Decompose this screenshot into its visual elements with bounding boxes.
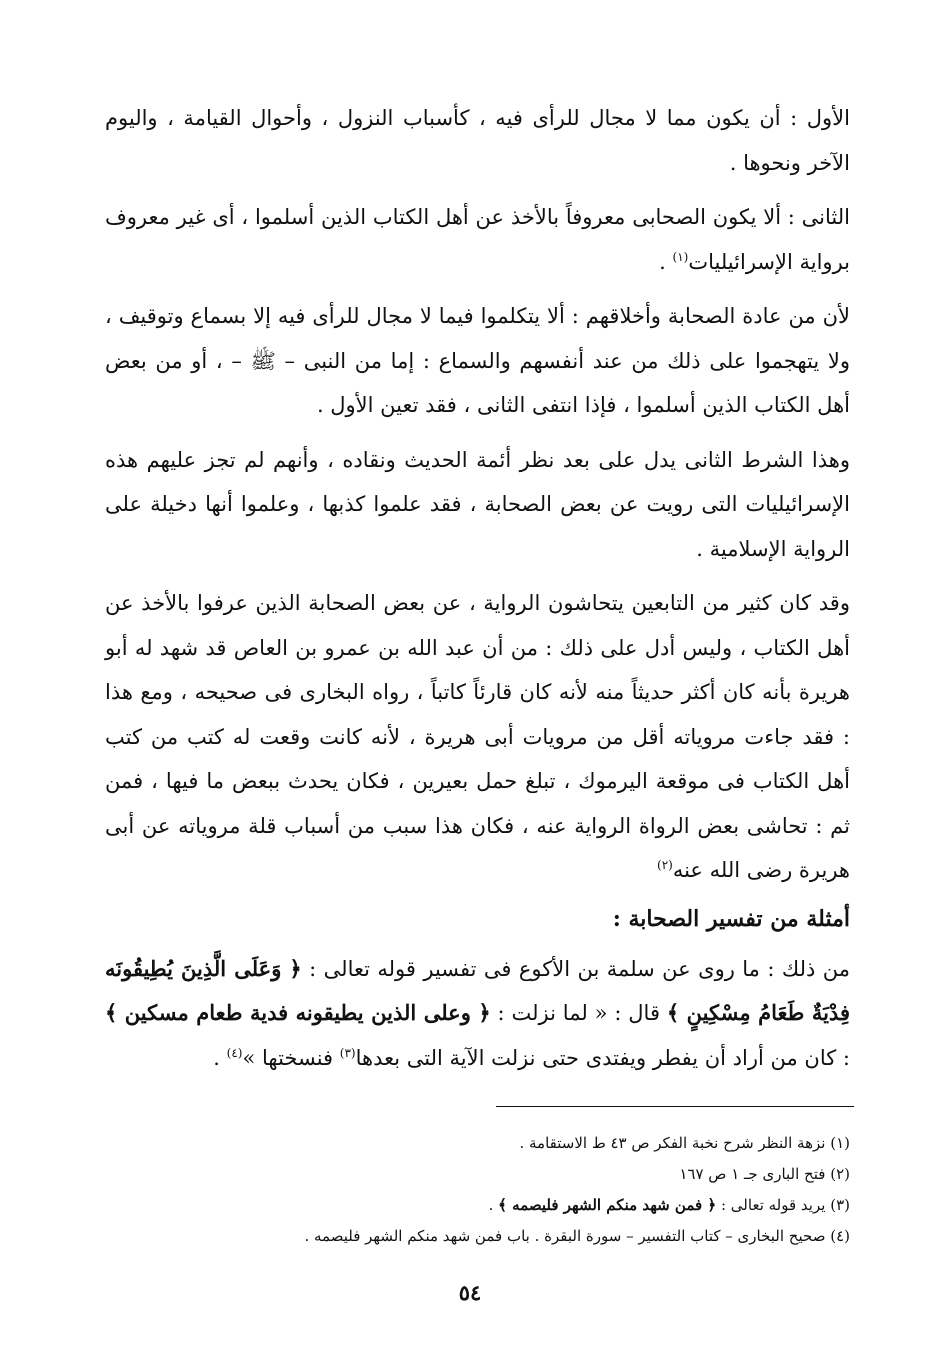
paragraph-end: . xyxy=(659,249,673,274)
footnote-item xyxy=(200,1190,850,1221)
paragraph-text: لأن من عادة الصحابة وأخلاقهم : ألا يتكلموا فيما لا مجال للرأى فيه إلا بسماع وتوقيف ، ولا يتهجموا على ذلك من عند أنفسهم والسماع : إما من النبى – ﷺ – ، أو من بعض أهل الكتاب الذين أسلموا ، فإذا انتفى الثانى ، فقد تعين الأول . xyxy=(105,304,850,417)
section-heading: أمثلة من تفسير الصحابة : xyxy=(612,905,850,932)
page-body xyxy=(105,96,850,1080)
footnote-ref: (٢) xyxy=(657,858,673,872)
paragraph-tabiin xyxy=(105,581,850,893)
footnote-number: (٤) xyxy=(830,1227,850,1245)
paragraph-text: الأول : أن يكون مما لا مجال للرأى فيه ، كأسباب النزول ، وأحوال القيامة ، واليوم الآخر ونحوها . xyxy=(105,106,850,175)
footnote-ref: (١) xyxy=(672,249,689,264)
footnote-item xyxy=(200,1221,850,1252)
quran-verse: ﴿ وعلى الذين يطيقونه فدية طعام مسكين ﴾ xyxy=(105,1000,491,1025)
paragraph-second-condition xyxy=(105,195,850,284)
example-text: من ذلك : ما روى عن سلمة بن الأكوع فى تفسير قوله تعالى : xyxy=(301,956,850,981)
footnote-text: صحيح البخارى – كتاب التفسير – سورة البقرة . باب فمن شهد منكم الشهر فليصمه . xyxy=(304,1227,826,1245)
footnote-ref: (٤) xyxy=(226,1045,243,1060)
footnote-text: . xyxy=(488,1196,499,1214)
footnote-number: (٢) xyxy=(830,1165,850,1183)
footnote-number: (١) xyxy=(830,1134,850,1152)
footnote-divider xyxy=(496,1106,854,1107)
footnote-text: نزهة النظر شرح نخبة الفكر ص ٤٣ ط الاستقامة . xyxy=(519,1134,826,1152)
quran-verse: ﴿ وَعَلَى الَّذِينَ يُطِيقُونَه فِدْيَةٌ طَعَامُ مِسْكِينٍ ﴾ xyxy=(105,955,850,1025)
paragraph-text: وهذا الشرط الثانى يدل على بعد نظر أئمة الحديث ونقاده ، وأنهم لم تجز عليهم هذه الإسرائيليات التى رويت عن بعض الصحابة ، فقد علموا كذبها ، وعلموا أنها دخيلة على الرواية الإسلامية . xyxy=(105,447,850,561)
example-text: فنسختها » xyxy=(242,1045,340,1070)
paragraph-text: الثانى : ألا يكون الصحابى معروفاً بالأخذ عن أهل الكتاب الذين أسلموا ، أى غير معروف برواية الإسرائيليات xyxy=(105,205,850,274)
paragraph-reason xyxy=(105,294,850,428)
paragraph-example xyxy=(105,947,850,1081)
footnote-text: يريد قوله تعالى : xyxy=(716,1196,826,1214)
footnote-item xyxy=(200,1128,850,1159)
footnote-verse: ﴿ فمن شهد منكم الشهر فليصمه ﴾ xyxy=(498,1196,717,1214)
footnote-number: (٣) xyxy=(830,1196,850,1214)
footnote-text: فتح البارى جـ ١ ص ١٦٧ xyxy=(679,1165,826,1183)
paragraph-text: وقد كان كثير من التابعين يتحاشون الرواية ، عن بعض الصحابة الذين عرفوا بالأخذ عن أهل الكتاب ، وليس أدل على ذلك : من أن عبد الله بن عمرو بن العاص قد شهد له أبو هريرة بأنه كان أكثر حديثاً منه لأنه كان قارئاً كاتباً ، رواه البخارى فى صحيحه ، ومع هذا : فقد جاءت مروياته أقل من مرويات أبى هريرة ، لأنه كانت وقعت له كتب من كتب أهل الكتاب فى موقعة اليرموك ، تبلغ حمل بعيرين ، فكان يحدث ببعض ما فيها ، فمن ثم : تحاشى بعض الرواة الرواية عنه ، فكان هذا سبب من أسباب قلة مروياته عن أبى هريرة رضى الله عنه xyxy=(105,591,850,882)
example-text: . xyxy=(213,1045,227,1070)
example-text: : كان من أراد أن يفطر ويفتدى حتى نزلت الآية التى بعدها xyxy=(355,1045,850,1070)
paragraph-first-condition xyxy=(105,96,850,185)
page-number: ٥٤ xyxy=(458,1280,482,1305)
footnotes xyxy=(200,1128,850,1252)
footnote-item xyxy=(200,1159,850,1190)
footnote-ref: (٣) xyxy=(339,1045,356,1060)
example-text: قال : « لما نزلت : xyxy=(490,1001,667,1025)
paragraph-second-condition-note xyxy=(105,438,850,572)
